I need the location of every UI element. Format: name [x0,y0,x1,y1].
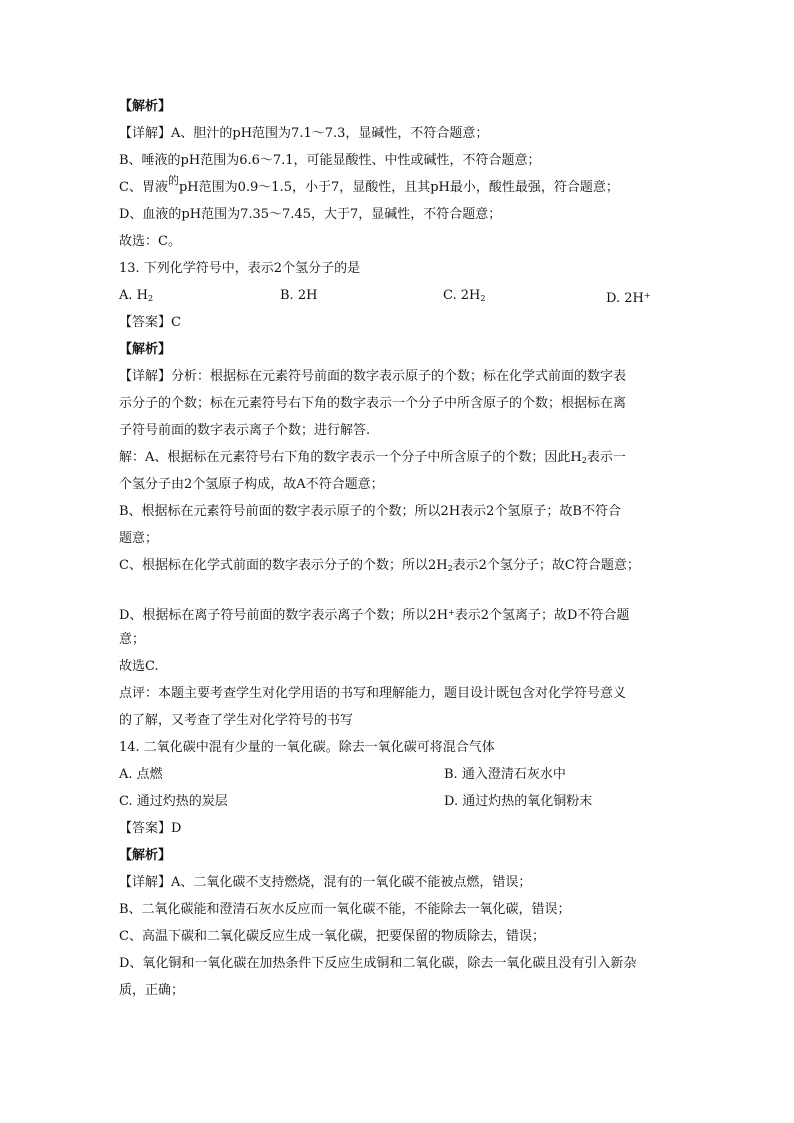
q14-answer: 【答案】D [119,821,182,836]
q13-solution-a-1: 解：A、根据标在元素符号右下角的数字表示一个分子中所含原子的个数；因此$H_2$表示一 [119,450,626,465]
q14-options-row-2 [119,788,679,815]
q13-comment-1: 点评：本题主要考查学生对化学用语的书写和理解能力，题目设计既包含对化学符号意义 [119,686,627,701]
q13-jiexi-heading: 【解析】 [119,342,172,357]
q13-solution-c: C、根据标在化学式前面的数字表示分子的个数；所以$2H_2$表示2个氢分子；故C符合题意； [119,558,640,573]
q13-option-a: A. $H_2$ [119,288,154,303]
q14-line-c: C、高温下碳和二氧化碳反应生成一氧化碳，把要保留的物质除去，错误； [119,929,545,944]
q12-line-d: D、血液的pH范围为7.35～7.45，大于7，显碱性，不符合题意； [119,207,502,222]
q14-option-d: D. 通过灼热的氧化铜粉末 [444,794,593,809]
q13-option-c: C. $2H_2$ [443,288,486,303]
q14-line-b: B、二氧化碳能和澄清石灰水反应而一氧化碳不能，不能除去一氧化碳，错误； [119,902,571,917]
q13-choose: 故选C. [119,659,159,674]
q14-line-d-1: D、氧化铜和一氧化碳在加热条件下反应生成铜和二氧化碳，除去一氧化碳且没有引入新杂 [119,956,637,971]
q12-choose: 故选：C。 [119,234,181,249]
q12-line-c-rest: pH范围为0.9～1.5，小于7，显酸性，且其pH最小，酸性最强，符合题意； [178,180,619,195]
q13-solution-d-1: D、根据标在离子符号前面的数字表示离子个数；所以2H+表示2个氢离子；故D不符合题 [119,608,630,623]
q13-analysis-1: 【详解】分析：根据标在元素符号前面的数字表示原子的个数；标在化学式前面的数字表 [119,369,627,384]
q13-options [119,282,679,309]
q13-answer: 【答案】C [119,315,181,330]
q14-option-a: A. 点燃 [119,767,163,782]
q12-raised-char: 的 [167,174,179,187]
q14-jiexi-heading: 【解析】 [119,848,172,863]
q14-question: 14. 二氧化碳中混有少量的一氧化碳。除去一氧化碳可将混合气体 [119,740,495,755]
q14-option-b: B. 通入澄清石灰水中 [444,767,566,782]
q13-solution-b-1: B、根据标在元素符号前面的数字表示原子的个数；所以2H表示2个氢原子；故B不符合 [119,504,621,519]
q14-line-d-2: 质，正确； [119,983,185,998]
q13-comment-2: 的了解，又考查了学生对化学符号的书写 [119,713,354,728]
q12-line-c [119,174,679,201]
document-body [119,93,679,1004]
q14-line-a: 【详解】A、二氧化碳不支持燃烧，混有的一氧化碳不能被点燃，错误； [119,875,532,890]
q13-solution-a-2: 个氢分子由2个氢原子构成，故A不符合题意； [119,477,384,492]
q12-line-a: 【详解】A、胆汁的pH范围为7.1～7.3，显碱性，不符合题意； [119,126,489,141]
q13-solution-d-2: 意； [119,632,146,647]
q12-line-b: B、唾液的pH范围为6.6～7.1，可能显酸性、中性或碱性，不符合题意； [119,153,541,168]
q13-analysis-3: 子符号前面的数字表示离子个数；进行解答. [119,423,371,438]
q14-option-c: C. 通过灼热的炭层 [119,794,228,809]
q13-option-d: D. 2H+ [606,291,651,306]
q13-question: 13. 下列化学符号中，表示2个氢分子的是 [119,261,361,276]
q12-jiexi-heading: 【解析】 [119,99,172,114]
q13-analysis-2: 示分子的个数；标在元素符号右下角的数字表示一个分子中所含原子的个数；根据标在离 [119,396,627,411]
q13-option-b: B. 2H [280,288,318,303]
q14-options-row-1 [119,761,679,788]
q13-solution-b-2: 题意； [119,531,159,546]
q12-line-c-start: C、胃液 [119,180,168,195]
